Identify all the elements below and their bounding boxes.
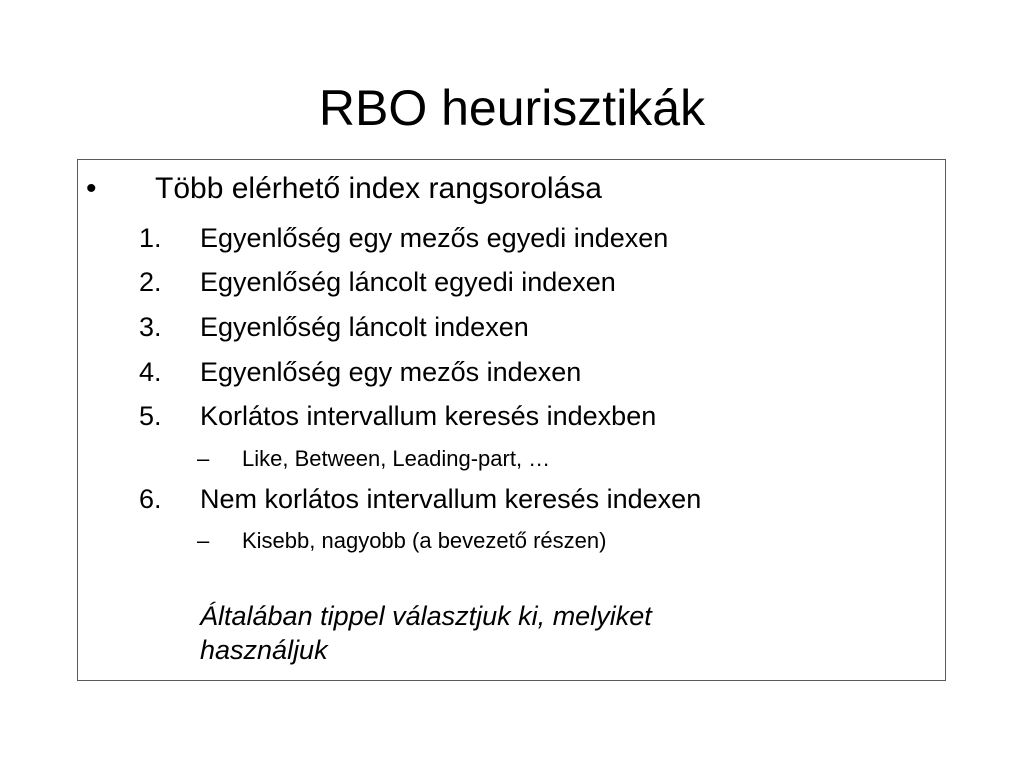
list-number: 3. (139, 312, 162, 342)
italic-note (200, 599, 840, 667)
slide-title: RBO heurisztikák (318, 80, 706, 136)
note-line-1: Általában tippel választjuk ki, melyiket (200, 601, 652, 631)
list-item: Egyenlőség egy mezős egyedi indexen (200, 223, 669, 253)
sub-item-dash: – (197, 528, 210, 553)
list-number: 4. (139, 357, 162, 387)
list-number: 5. (139, 401, 162, 431)
list-item: Egyenlőség láncolt indexen (200, 312, 529, 342)
list-item: Korlátos intervallum keresés indexben (200, 401, 657, 431)
list-item: Egyenlőség egy mezős indexen (200, 357, 582, 387)
sub-item: Like, Between, Leading-part, … (242, 446, 551, 471)
sub-item-dash: – (197, 446, 210, 471)
bullet-heading: Több elérhető index rangsorolása (155, 172, 602, 205)
sub-item: Kisebb, nagyobb (a bevezető részen) (242, 528, 607, 553)
list-number: 2. (139, 267, 162, 297)
list-number: 1. (139, 223, 162, 253)
bullet-marker: • (86, 172, 97, 205)
list-item: Nem korlátos intervallum keresés indexen (200, 484, 702, 514)
list-number: 6. (139, 484, 162, 514)
list-item: Egyenlőség láncolt egyedi indexen (200, 267, 616, 297)
note-line-2: használjuk (200, 635, 328, 665)
